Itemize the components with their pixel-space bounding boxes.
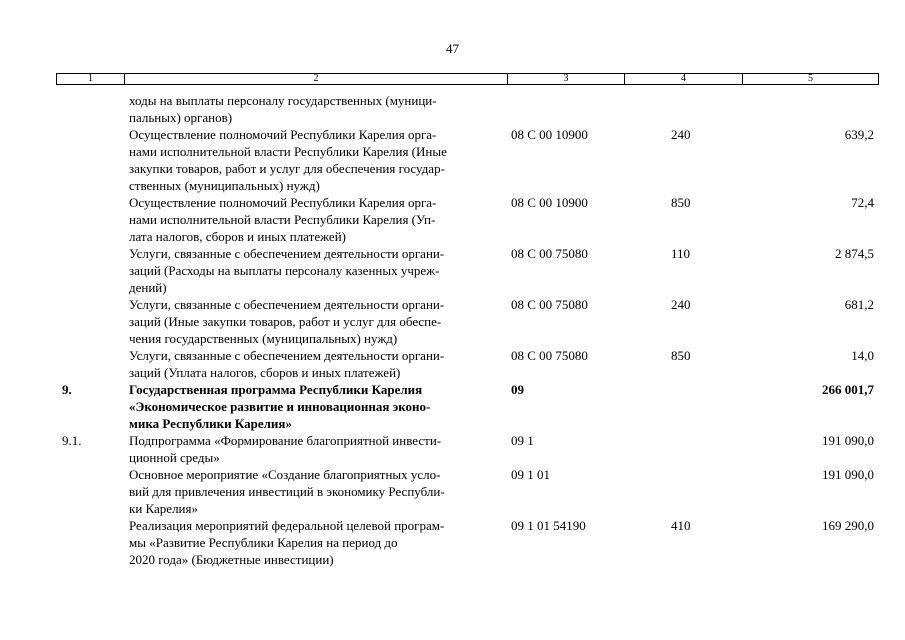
row-description: Государственная программа Республики Карелия «Экономическое развитие и инновационная эконо- мика Республики Карелия»: [129, 382, 431, 431]
row-code: 09 1 01 54190: [511, 518, 586, 533]
row-code: 09 1: [511, 433, 534, 448]
table-row: [0, 432, 905, 466]
row-code: 08 С 00 75080: [511, 348, 588, 363]
column-header-5: 5: [742, 74, 878, 84]
table-row: [0, 92, 905, 126]
column-header-3: 3: [507, 74, 624, 84]
row-amount: 266 001,7: [822, 382, 874, 397]
table-header-row: [56, 73, 879, 85]
row-description: Осуществление полномочий Республики Карелия орга- нами исполнительной власти Республики Карелия (Иные закупки товаров, работ и услуг для обеспечения государ- ственных (муниципальных) нужд): [129, 127, 447, 193]
row-amount: 191 090,0: [822, 433, 874, 448]
table-row: [0, 126, 905, 194]
column-header-4: 4: [624, 74, 742, 84]
row-amount: 2 874,5: [835, 246, 874, 261]
table-row: [0, 296, 905, 347]
table-row: [0, 245, 905, 296]
row-code: 08 С 00 10900: [511, 127, 588, 142]
row-description: Подпрограмма «Формирование благоприятной инвести- ционной среды»: [129, 433, 442, 465]
row-code: 09: [511, 382, 524, 397]
row-description: Осуществление полномочий Республики Карелия орга- нами исполнительной власти Республики Карелия (Уп- лата налогов, сборов и иных платежей): [129, 195, 437, 244]
table-row: [0, 347, 905, 381]
row-code: 08 С 00 10900: [511, 195, 588, 210]
row-number: 9.1.: [62, 433, 82, 448]
row-description: Реализация мероприятий федеральной целевой програм- мы «Развитие Республики Карелия на период до 2020 года» (Бюджетные инвестиции): [129, 518, 445, 567]
row-description: Услуги, связанные с обеспечением деятельности органи- заций (Иные закупки товаров, работ и услуг для обеспе- чения государственных (муниципальных) нужд): [129, 297, 445, 346]
row-code: 08 С 00 75080: [511, 246, 588, 261]
row-expense-type: 110: [671, 246, 691, 261]
column-header-1: 1: [88, 73, 93, 84]
row-number: 9.: [62, 382, 72, 397]
row-description: Основное мероприятие «Создание благоприятных усло- вий для привлечения инвестиций в экономику Республи- ки Карелия»: [129, 467, 445, 516]
table-row: [0, 194, 905, 245]
table-row-program: [0, 381, 905, 432]
row-description: ходы на выплаты персоналу государственных (муници- пальных) органов): [129, 93, 437, 125]
table-row: [0, 517, 905, 568]
row-expense-type: 410: [671, 518, 691, 533]
row-expense-type: 240: [671, 127, 691, 142]
row-amount: 639,2: [844, 127, 874, 142]
row-code: 08 С 00 75080: [511, 297, 588, 312]
row-amount: 191 090,0: [822, 467, 874, 482]
row-description: Услуги, связанные с обеспечением деятельности органи- заций (Расходы на выплаты персоналу казенных учреж- дений): [129, 246, 445, 295]
row-code: 09 1 01: [511, 467, 550, 482]
row-expense-type: 850: [671, 195, 691, 210]
row-amount: 169 290,0: [822, 518, 874, 533]
page-number: 47: [446, 41, 459, 56]
row-amount: 681,2: [844, 297, 874, 312]
row-amount: 14,0: [851, 348, 874, 363]
table-body: [0, 92, 905, 568]
row-description: Услуги, связанные с обеспечением деятельности органи- заций (Уплата налогов, сборов и иных платежей): [129, 348, 445, 380]
row-amount: 72,4: [851, 195, 874, 210]
column-header-2: 2: [124, 74, 507, 84]
row-expense-type: 240: [671, 297, 691, 312]
table-row: [0, 466, 905, 517]
row-expense-type: 850: [671, 348, 691, 363]
